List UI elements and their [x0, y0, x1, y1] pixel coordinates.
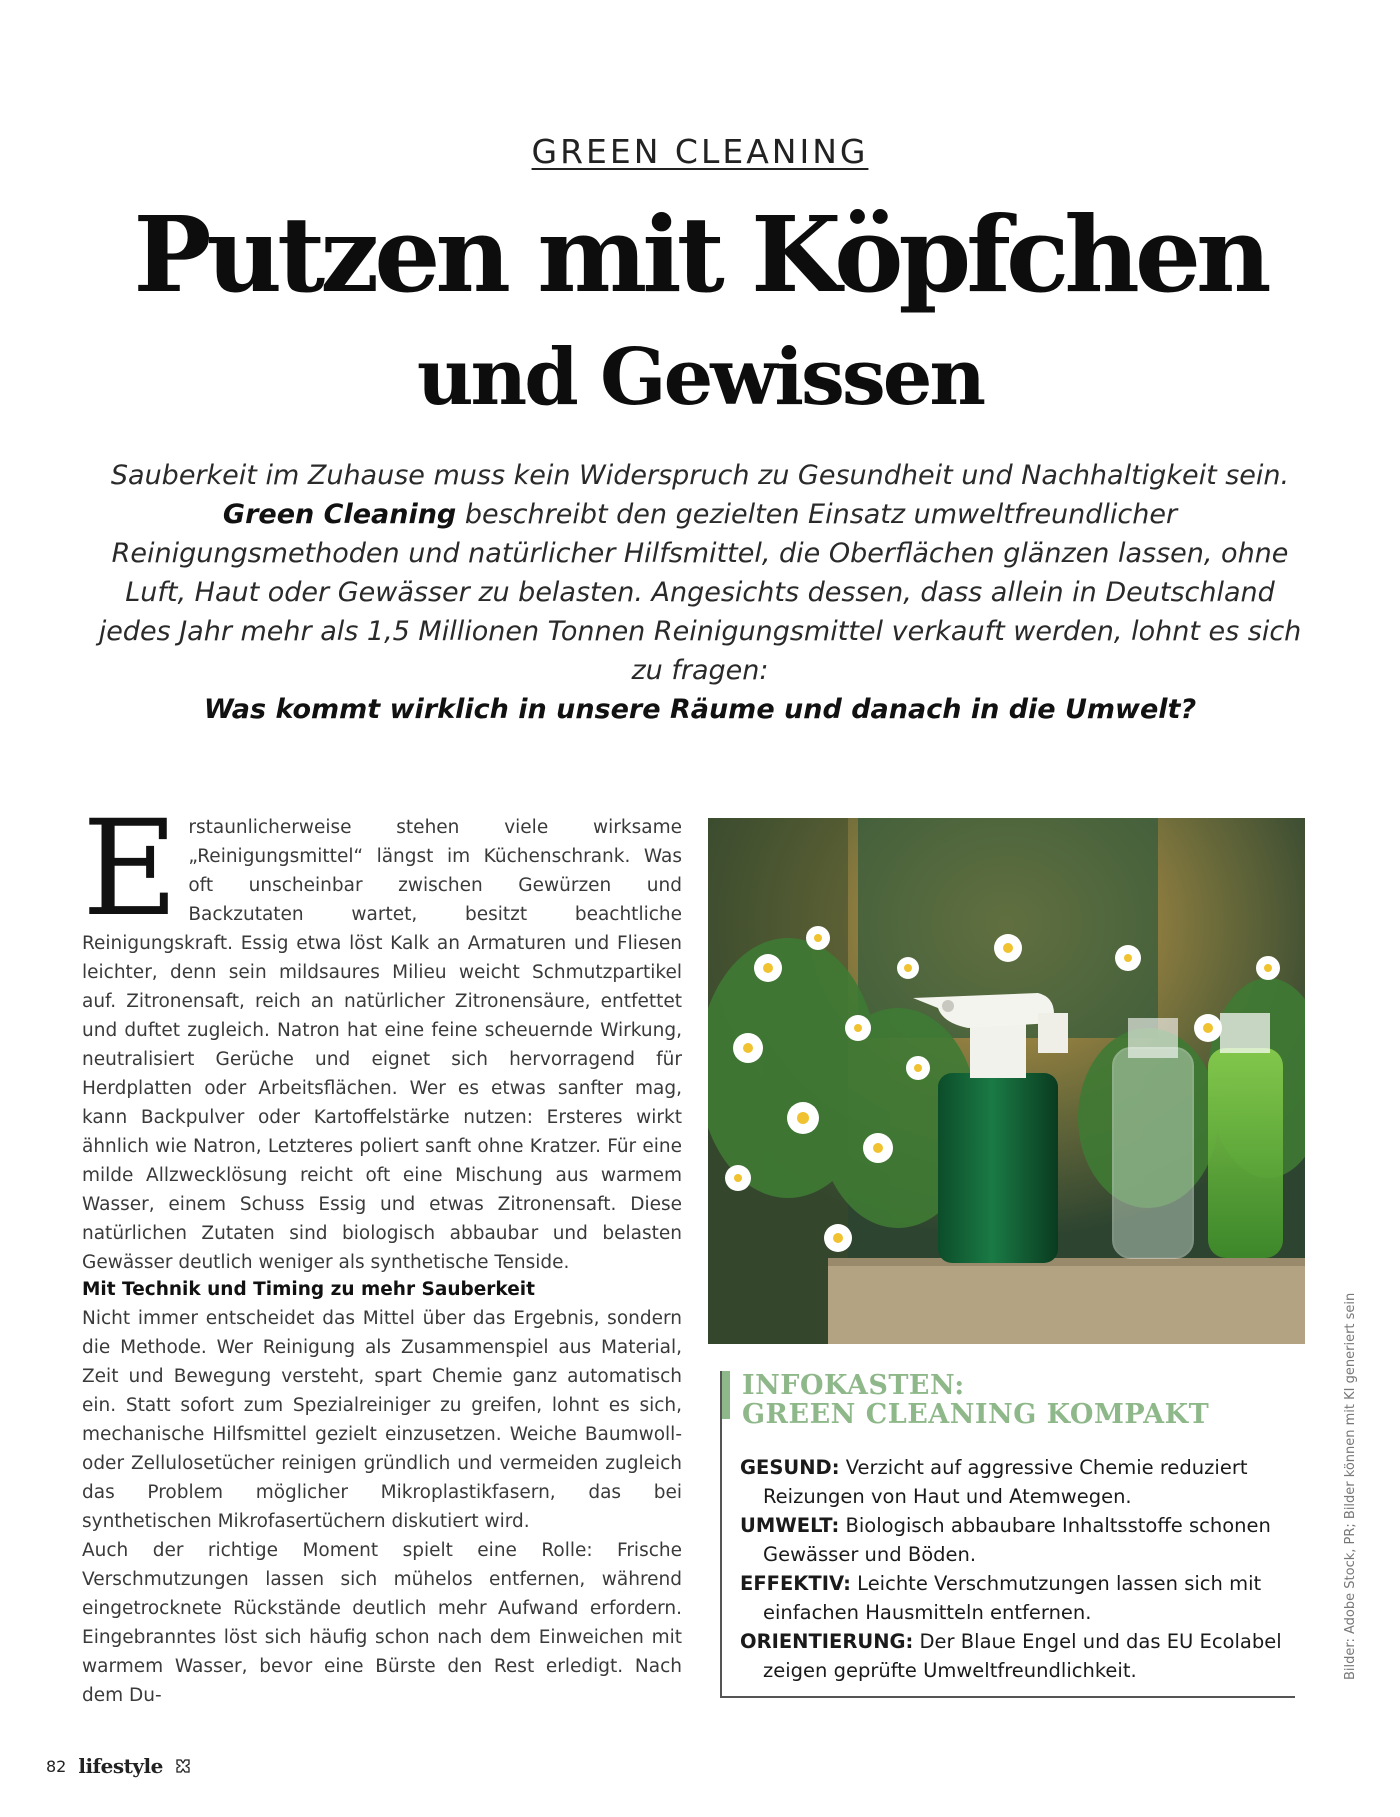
info-box — [720, 1371, 1295, 1698]
article-paragraph-2: Nicht immer entscheidet das Mittel über das Ergebnis, sondern die Methode. Wer Reinigung als Zusammenspiel aus Material, Zeit und Bewegung versteht, spart Chemie ganz automatisch ein. Statt sofort zum Spezialreiniger zu greifen, lohnt es sich, mechanische Hilfsmittel gezielt einzusetzen. Weiche Baumwoll- oder Zellulosetücher reinigen gründlich und vermeiden zugleich das Problem möglicher Mikroplastikfasern, das bei synthetischen Mikrofasertüchern diskutiert wird. — [82, 1308, 682, 1532]
headline-line-1: Putzen mit Köpfchen — [133, 193, 1267, 316]
article-photo — [708, 818, 1305, 1344]
image-credit: Bilder: Adobe Stock, PR; Bilder können mit KI generiert sein — [1343, 1292, 1358, 1680]
info-item-umwelt — [740, 1511, 1295, 1569]
info-item-orientierung — [740, 1627, 1295, 1685]
info-box-title-line-1: INFOKASTEN: — [742, 1370, 965, 1401]
article-paragraph-1 — [82, 792, 682, 1277]
page-footer — [46, 1754, 191, 1778]
headline-line-2: und Gewissen — [416, 332, 984, 423]
info-item-effektiv — [740, 1569, 1295, 1627]
photo-illustration — [708, 818, 1305, 1344]
intro-lead — [90, 456, 1310, 729]
info-item-text: Verzicht auf aggressive Chemie reduziert Reizungen von Haut und Atemwegen. — [763, 1456, 1248, 1508]
info-item-text: Biologisch abbaubare Inhaltsstoffe schonen Gewässer und Böden. — [763, 1514, 1271, 1566]
info-item-text: Der Blaue Engel und das EU Ecolabel zeigen geprüfte Umweltfreundlichkeit. — [763, 1630, 1282, 1682]
section-kicker: GREEN CLEANING — [531, 132, 869, 171]
info-box-accent-bar — [722, 1371, 730, 1419]
lifestyle-logo-icon — [175, 1758, 191, 1774]
info-item-gesund — [740, 1453, 1295, 1511]
info-item-label: ORIENTIERUNG: — [740, 1630, 914, 1653]
page-number: 82 — [46, 1756, 67, 1776]
brand-name: lifestyle — [78, 1754, 163, 1778]
info-item-label: GESUND: — [740, 1456, 840, 1479]
info-item-label: EFFEKTIV: — [740, 1572, 851, 1595]
intro-bold: Green Cleaning — [222, 499, 457, 530]
info-item-text: Leichte Verschmutzungen lassen sich mit einfachen Hausmitteln entfernen. — [763, 1572, 1262, 1624]
paragraph-1-text: rstaunlicherweise stehen viele wirksame „Reinigungsmittel“ längst im Küchenschrank. Was oft unscheinbar zwischen Gewürzen und Backzutaten wartet, besitzt beachtliche Reinigungskraft. Essig etwa löst Kalk an Armaturen und Fliesen leichter, denn sein mildsaures Milieu weicht Schmutzpartikel auf. Zitronensaft, reich an natürlicher Zitronensäure, entfettet und duftet zugleich. Natron hat eine feine scheuernde Wirkung, neutralisiert Gerüche und eignet sich hervorragend für Herdplatten oder Arbeitsflächen. Wer es etwas sanfter mag, kann Backpulver oder Kartoffelstärke nutzen: Ersteres wirkt ähnlich wie Natron, Letzteres poliert sanft ohne Kratzer. Für eine milde Allzwecklösung reicht oft eine Mischung aus warmem Wasser, einem Schuss Essig und etwas Zitronensaft. Diese natürlichen Zutaten sind biologisch abbaubar und belasten Gewässer deutlich weniger als synthetische Tenside. — [82, 817, 682, 1273]
intro-text-2: beschreibt den gezielten Einsatz umweltfreundlicher Reinigungsmethoden und natürlicher Hilfsmittel, die Oberflächen glänzen lassen, ohne Luft, Haut oder Gewässer zu belasten. Angesichts dessen, dass allein in Deutschland jedes Jahr mehr als 1,5 Millionen Tonnen Reinigungsmittel verkauft werden, lohnt es sich zu fragen: — [98, 499, 1302, 686]
intro-text-1: Sauberkeit im Zuhause muss kein Widerspruch zu Gesundheit und Nachhaltigkeit sein. — [110, 460, 1290, 491]
article-column-2 — [82, 1304, 682, 1710]
article-subhead: Mit Technik und Timing zu mehr Sauberkeit — [82, 1279, 535, 1300]
info-box-title — [742, 1371, 1209, 1429]
info-box-list — [740, 1453, 1295, 1685]
drop-cap: E — [82, 792, 179, 946]
info-item-label: UMWELT: — [740, 1514, 840, 1537]
intro-question: Was kommt wirklich in unsere Räume und danach in die Umwelt? — [203, 694, 1197, 725]
info-box-title-line-2: GREEN CLEANING KOMPAKT — [742, 1399, 1210, 1430]
article-paragraph-3: Auch der richtige Moment spielt eine Rolle: Frische Verschmutzungen lassen sich mühelos entfernen, während eingetrocknete Rückstände deutlich mehr Aufwand erfordern. Eingebranntes löst sich häufig schon nach dem Einweichen mit warmem Wasser, bevor eine Bürste den Rest erledigt. Nach dem Du- — [82, 1540, 682, 1706]
